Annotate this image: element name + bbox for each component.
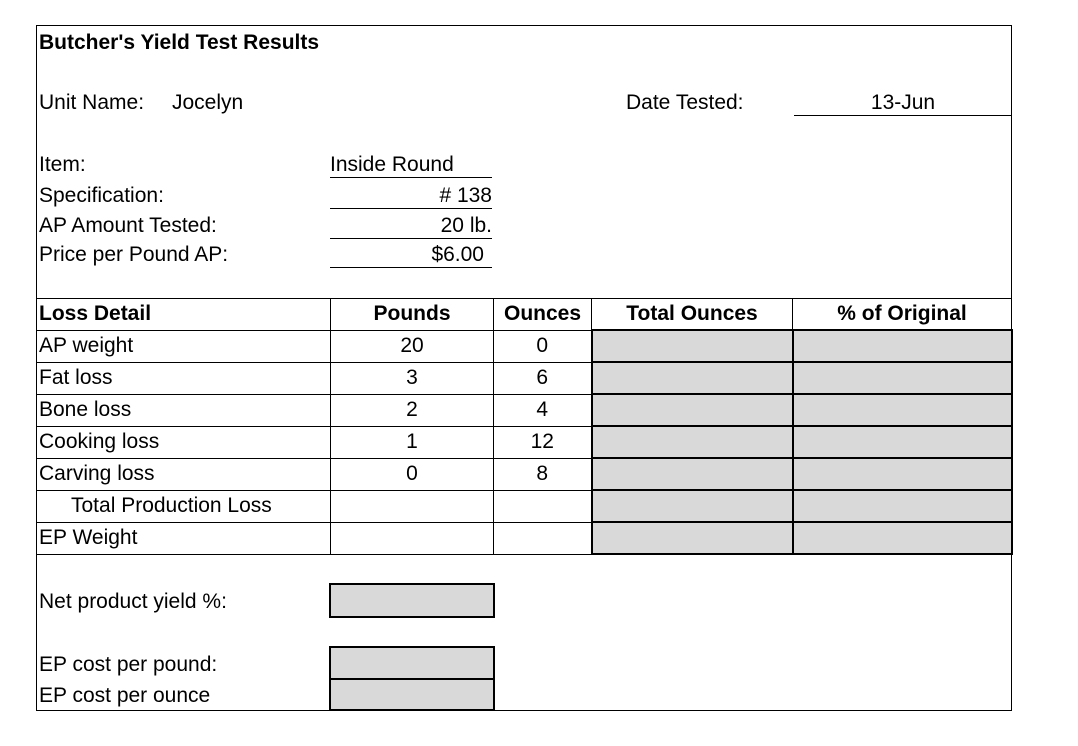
pounds-cell[interactable]: 20 <box>331 330 494 362</box>
ap-amount-label: AP Amount Tested: <box>39 214 217 237</box>
total-ounces-cell[interactable] <box>592 490 793 522</box>
row-label: Carving loss <box>37 458 331 490</box>
price-per-pound-label: Price per Pound AP: <box>39 243 229 266</box>
item-value[interactable]: Inside Round <box>330 153 492 178</box>
percent-original-cell[interactable] <box>793 426 1012 458</box>
table-header-row <box>37 299 1012 331</box>
specification-label: Specification: <box>39 184 164 207</box>
header-percent-original: % of Original <box>793 299 1012 331</box>
ounces-cell[interactable]: 6 <box>494 362 592 394</box>
header-pounds: Pounds <box>331 299 494 331</box>
ounces-cell[interactable]: 4 <box>494 394 592 426</box>
percent-original-cell[interactable] <box>793 490 1012 522</box>
date-tested-value[interactable]: 13-Jun <box>794 91 1012 116</box>
percent-original-cell[interactable] <box>793 522 1012 554</box>
date-tested-label: Date Tested: <box>626 91 744 114</box>
total-ounces-cell[interactable] <box>592 458 793 490</box>
row-label: Bone loss <box>37 394 331 426</box>
header-loss-detail: Loss Detail <box>37 299 331 331</box>
header-ounces: Ounces <box>494 299 592 331</box>
total-ounces-cell[interactable] <box>592 426 793 458</box>
ounces-cell[interactable] <box>494 490 592 522</box>
table-row <box>37 362 1012 394</box>
ep-cost-pound-label: EP cost per pound: <box>39 653 218 676</box>
ep-cost-pound-input[interactable] <box>329 646 495 680</box>
pounds-cell[interactable] <box>331 490 494 522</box>
pounds-cell[interactable]: 2 <box>331 394 494 426</box>
total-ounces-cell[interactable] <box>592 522 793 554</box>
ounces-cell[interactable]: 12 <box>494 426 592 458</box>
table-row <box>37 522 1012 554</box>
percent-original-cell[interactable] <box>793 394 1012 426</box>
pounds-cell[interactable] <box>331 522 494 554</box>
ep-cost-ounce-input[interactable] <box>329 678 495 711</box>
specification-value[interactable]: # 138 <box>330 184 492 209</box>
pounds-cell[interactable]: 0 <box>331 458 494 490</box>
total-ounces-cell[interactable] <box>592 394 793 426</box>
table-row <box>37 330 1012 362</box>
price-per-pound-value[interactable]: $6.00 <box>330 243 492 268</box>
net-yield-label: Net product yield %: <box>39 590 227 613</box>
row-label: Total Production Loss <box>37 490 331 522</box>
percent-original-cell[interactable] <box>793 458 1012 490</box>
table-row <box>37 490 1012 522</box>
unit-name-value[interactable]: Jocelyn <box>172 91 244 114</box>
row-label: EP Weight <box>37 522 331 554</box>
row-label: Cooking loss <box>37 426 331 458</box>
net-yield-input[interactable] <box>329 583 495 618</box>
percent-original-cell[interactable] <box>793 330 1012 362</box>
sheet-title: Butcher's Yield Test Results <box>39 31 320 54</box>
ep-cost-ounce-label: EP cost per ounce <box>39 684 211 707</box>
row-label: AP weight <box>37 330 331 362</box>
total-ounces-cell[interactable] <box>592 362 793 394</box>
table-row <box>37 394 1012 426</box>
total-ounces-cell[interactable] <box>592 330 793 362</box>
unit-name-label: Unit Name: <box>39 91 145 114</box>
item-label: Item: <box>39 153 86 176</box>
pounds-cell[interactable]: 1 <box>331 426 494 458</box>
ounces-cell[interactable] <box>494 522 592 554</box>
ounces-cell[interactable]: 0 <box>494 330 592 362</box>
row-label: Fat loss <box>37 362 331 394</box>
table-row <box>37 458 1012 490</box>
ounces-cell[interactable]: 8 <box>494 458 592 490</box>
ap-amount-value[interactable]: 20 lb. <box>330 214 492 239</box>
table-row <box>37 426 1012 458</box>
pounds-cell[interactable]: 3 <box>331 362 494 394</box>
percent-original-cell[interactable] <box>793 362 1012 394</box>
header-total-ounces: Total Ounces <box>592 299 793 331</box>
loss-detail-table <box>36 298 1013 555</box>
